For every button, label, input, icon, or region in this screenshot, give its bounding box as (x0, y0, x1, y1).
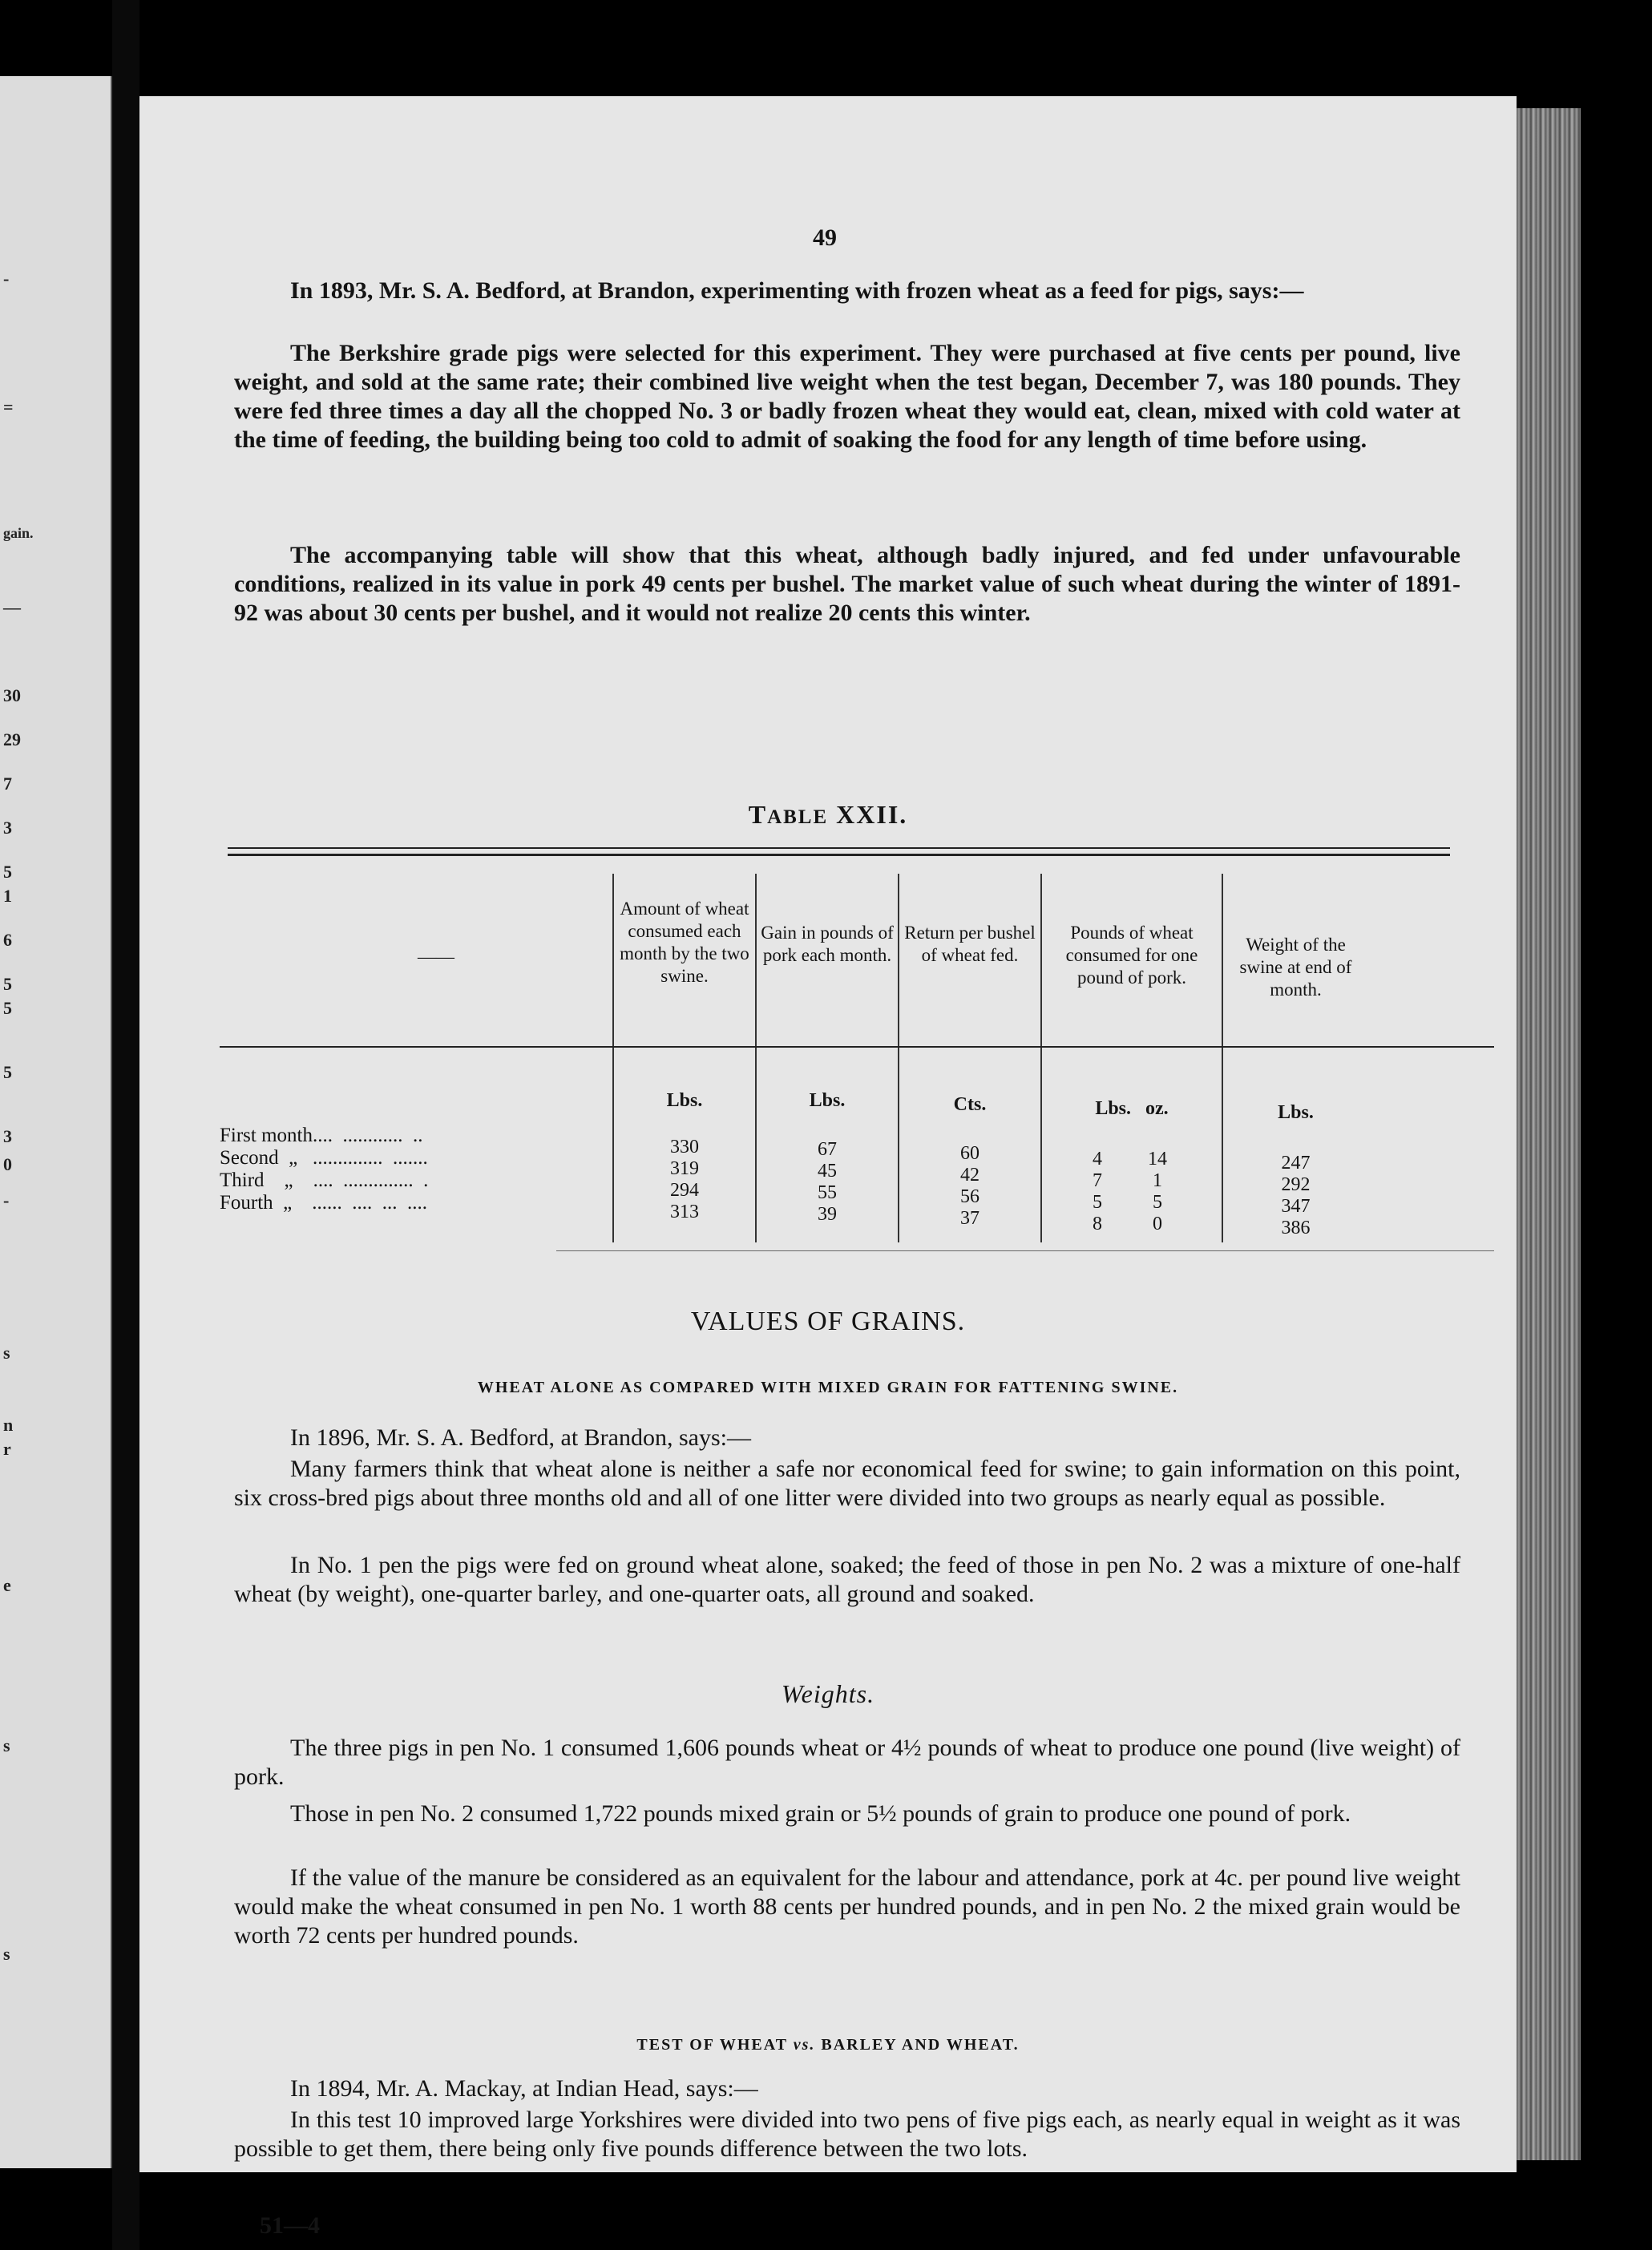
margin-fragment: n (3, 1415, 14, 1435)
cell-lbs: 4 (1093, 1149, 1102, 1169)
margin-fragment: 0 (3, 1154, 12, 1174)
values-paragraph-3: In No. 1 pen the pigs were fed on ground wheat alone, soaked; the feed of those in pen No. 2 was a mixture of one-half wheat (by weight), one-quarter barley, and one-quarter oats, all ground and soaked. (234, 1552, 1460, 1607)
margin-fragment: - (3, 1190, 10, 1210)
cell-oz: 0 (1153, 1214, 1162, 1234)
margin-fragment: = (3, 397, 14, 417)
row-label-first: First month.... ............ .. (220, 1125, 423, 1146)
values-paragraph-1: In 1896, Mr. S. A. Bedford, at Brandon, says:— (290, 1424, 751, 1451)
row-label-third: Third „ .... .............. . (220, 1169, 429, 1191)
cell-oz: 1 (1153, 1170, 1162, 1191)
margin-fragment: 3 (3, 818, 12, 838)
intro-paragraph-1: In 1893, Mr. S. A. Bedford, at Brandon, experimenting with frozen wheat as a feed for pigs, says:— (290, 277, 1304, 304)
table-column-divider (612, 874, 614, 1242)
table-header-amount: Amount of wheat consumed each month by the two swine. (620, 899, 749, 986)
table-title-number: XXII. (836, 800, 908, 829)
table-header-weight: Weight of the swine at end of month. (1239, 935, 1352, 1000)
cell-lbs: 7 (1093, 1170, 1102, 1191)
cell-return: 56 (960, 1186, 979, 1207)
margin-fragment: s (3, 1944, 10, 1964)
subhead-test-part: BARLEY AND WHEAT. (815, 2036, 1020, 2054)
cell-amount: 319 (670, 1158, 699, 1179)
table-title-smallcaps: ABLE (767, 806, 829, 828)
cell-weight: 386 (1281, 1218, 1311, 1238)
test-paragraph-2: In this test 10 improved large Yorkshires were divided into two pens of five pigs each, as nearly equal in weight as it was possible to get them, there being only five pounds difference between the two lots. (234, 2107, 1460, 2162)
cell-amount: 313 (670, 1202, 699, 1222)
cell-weight: 292 (1281, 1174, 1311, 1195)
weights-paragraph-2: Those in pen No. 2 consumed 1,722 pounds mixed grain or 5½ pounds of grain to produce one pound of pork. (290, 1800, 1351, 1827)
table-column-divider (1040, 874, 1042, 1242)
table-header-gain: Gain in pounds of pork each month. (761, 923, 894, 965)
weights-heading: Weights. (781, 1679, 875, 1708)
subhead-wheat-alone: WHEAT ALONE AS COMPARED WITH MIXED GRAIN FOR FATTENING SWINE. (477, 1379, 1179, 1396)
table-top-rule (228, 847, 1450, 849)
table-bottom-rule (556, 1250, 1494, 1251)
table-header-blank: —— (418, 947, 454, 967)
unit-weight: Lbs. (1278, 1102, 1314, 1123)
margin-fragment: s (3, 1343, 10, 1363)
margin-fragment: 5 (3, 1062, 12, 1082)
table-top-rule-double (228, 854, 1450, 856)
subhead-test-of-wheat (139, 2036, 1517, 2054)
cell-gain: 45 (818, 1161, 837, 1182)
cell-amount: 330 (670, 1137, 699, 1157)
section-title-values-of-grains: VALUES OF GRAINS. (690, 1307, 966, 1336)
margin-fragment: — (3, 597, 21, 617)
signature-mark: 51—4 (260, 2212, 320, 2239)
table-column-divider (755, 874, 757, 1242)
table-title (139, 800, 1517, 830)
row-label-fourth: Fourth „ ...... .... ... .... (220, 1192, 428, 1214)
margin-fragment: e (3, 1575, 11, 1595)
cell-lbs: 5 (1093, 1192, 1102, 1213)
document-page (139, 96, 1517, 2239)
cell-weight: 247 (1281, 1153, 1311, 1173)
page-edge-stack (1517, 108, 1581, 2160)
cell-return: 60 (960, 1143, 979, 1164)
values-paragraph-2: Many farmers think that wheat alone is neither a safe nor economical feed for swine; to gain information on this point, six cross-bred pigs about three months old and all of one litter were divided into two groups as nearly equal as possible. (234, 1456, 1460, 1511)
unit-lbs-oz: Lbs. oz. (1095, 1098, 1169, 1119)
cell-gain: 55 (818, 1182, 837, 1203)
adjacent-page-strip (0, 76, 112, 2168)
margin-fragment: 7 (3, 774, 12, 794)
cell-gain: 67 (818, 1139, 837, 1160)
margin-fragment: 5 (3, 998, 12, 1018)
table-title-initial: T (748, 800, 768, 829)
test-paragraph-1: In 1894, Mr. A. Mackay, at Indian Head, says:— (290, 2075, 758, 2102)
margin-fragment: 5 (3, 974, 12, 994)
intro-paragraph-3: The accompanying table will show that this wheat, although badly injured, and fed under unfavourable conditions, realized in its value in pork 49 cents per bushel. The market value of such wheat during the winter of 1891-92 was about 30 cents per bushel, and it would not realize 20 cents this winter. (234, 542, 1460, 626)
subhead-test-part: TEST OF WHEAT (636, 2036, 794, 2054)
unit-gain: Lbs. (809, 1090, 846, 1111)
margin-fragment: 3 (3, 1126, 12, 1146)
margin-fragment: 1 (3, 886, 12, 906)
page-number: 49 (813, 224, 837, 251)
cell-amount: 294 (670, 1180, 699, 1201)
cell-oz: 14 (1148, 1149, 1167, 1169)
table-column-divider (898, 874, 899, 1242)
margin-fragment: - (3, 269, 10, 289)
intro-paragraph-2: The Berkshire grade pigs were selected for this experiment. They were purchased at five cents per pound, live weight, and sold at the same rate; their combined live weight when the test began, December 7, was 180 pounds. They were fed three times a day all the chopped No. 3 or badly frozen wheat they would eat, clean, mixed with cold water at the time of feeding, the building being too cold to admit of soaking the food for any length of time before using. (234, 340, 1460, 453)
cell-weight: 347 (1281, 1196, 1311, 1217)
row-label-second: Second „ .............. ....... (220, 1147, 428, 1169)
margin-fragment: s (3, 1735, 10, 1755)
cell-oz: 5 (1153, 1192, 1162, 1213)
cell-return: 42 (960, 1165, 979, 1186)
cell-return: 37 (960, 1208, 979, 1229)
margin-fragment: r (3, 1439, 11, 1459)
weights-paragraph-3: If the value of the manure be considered as an equivalent for the labour and attendance, pork at 4c. per pound live weight would make the wheat consumed in pen No. 1 worth 88 cents per hundred pounds, and in pen No. 2 the mixed grain would be worth 72 cents per hundred pounds. (234, 1864, 1460, 1949)
margin-fragment: 29 (3, 729, 21, 749)
margin-fragment: 30 (3, 685, 21, 705)
subhead-vs: vs. (793, 2036, 816, 2054)
table-column-divider (1222, 874, 1223, 1242)
table-header-pounds-per-pound: Pounds of wheat consumed for one pound of pork. (1065, 923, 1198, 988)
cell-lbs: 8 (1093, 1214, 1102, 1234)
cell-gain: 39 (818, 1204, 837, 1225)
unit-amount: Lbs. (666, 1090, 703, 1111)
weights-paragraph-1: The three pigs in pen No. 1 consumed 1,606 pounds wheat or 4½ pounds of wheat to produce one pound (live weight) of pork. (234, 1735, 1460, 1790)
unit-return: Cts. (953, 1094, 987, 1115)
margin-fragment: gain. (3, 525, 34, 541)
margin-fragment: 5 (3, 862, 12, 882)
margin-fragment: 6 (3, 930, 12, 950)
table-header-return: Return per bushel of wheat fed. (904, 923, 1036, 965)
table-header-rule (220, 1046, 1494, 1048)
book-gutter (112, 0, 139, 2250)
